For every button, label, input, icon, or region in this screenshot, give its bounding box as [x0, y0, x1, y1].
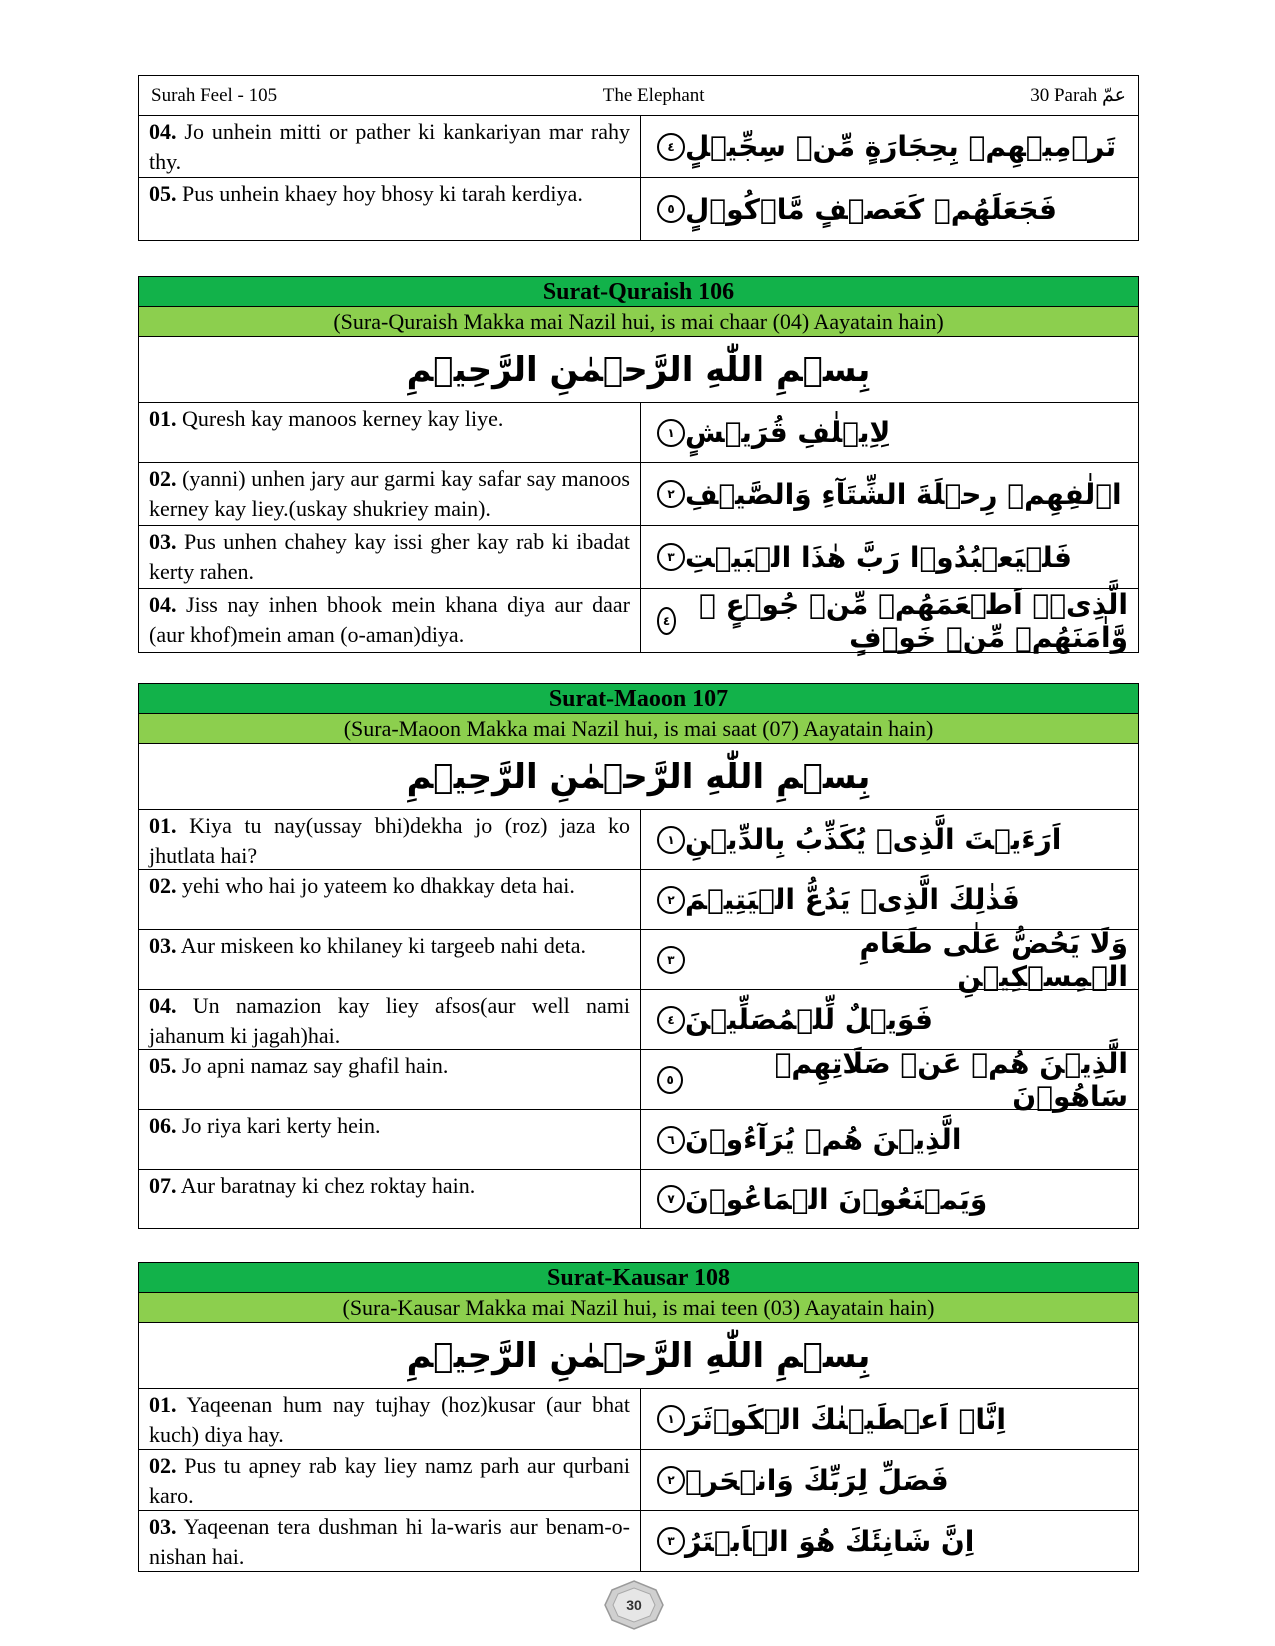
verse-translation: 02. Pus tu apney rab kay liey namz parh aur qurbani karo. [139, 1450, 641, 1510]
verse-row [139, 1511, 1138, 1571]
ayah-end-marker: ١ [657, 826, 685, 854]
verse-translation: 04. Jo unhein mitti or pather ki kankariyan mar rahy thy. [139, 116, 641, 177]
verse-row [139, 1389, 1138, 1450]
verse-row [139, 178, 1138, 240]
verse-arabic: الَّذِيۡنَ هُمۡ يُرَآءُوۡنَ ٦ [641, 1110, 1138, 1169]
ayah-end-marker: ٣ [657, 1527, 685, 1555]
verse-arabic: لِاِيۡلٰفِ قُرَيۡشٍ ١ [641, 403, 1138, 462]
bismillah: بِسۡمِ اللّٰهِ الرَّحۡمٰنِ الرَّحِيۡمِ [139, 744, 1138, 810]
verse-row [139, 870, 1138, 930]
ayah-end-marker: ٤ [657, 607, 676, 635]
verse-translation: 01. Kiya tu nay(ussay bhi)dekha jo (roz) jaza ko jhutlata hai? [139, 810, 641, 869]
verse-arabic: وَلَا يَحُضُّ عَلٰى طَعَامِ الۡمِسۡكِيۡنِ ٣ [641, 930, 1138, 989]
verse-translation: 02. yehi who hai jo yateem ko dhakkay deta hai. [139, 870, 641, 929]
surah-feel-table [138, 75, 1139, 241]
verse-arabic: اٖلٰفِهِمۡ رِحۡلَةَ الشِّتَآءِ وَالصَّيۡفِ ٢ [641, 463, 1138, 525]
verse-translation: 03. Pus unhen chahey kay issi gher kay rab ki ibadat kerty rahen. [139, 526, 641, 588]
surah-title: Surat-Quraish 106 [139, 277, 1138, 307]
header-surah: Surah Feel - 105 [151, 84, 278, 106]
verse-row [139, 926, 1138, 993]
ayah-end-marker: ٣ [657, 543, 685, 571]
verse-arabic: تَرۡمِيۡهِمۡ بِحِجَارَةٍ مِّنۡ سِجِّيۡلٍ ٤ [641, 116, 1138, 177]
verse-arabic: اَرَءَيۡتَ الَّذِىۡ يُكَذِّبُ بِالدِّيۡنِ ١ [641, 810, 1138, 869]
verse-translation: 07. Aur baratnay ki chez roktay hain. [139, 1170, 641, 1228]
verse-arabic: الَّذِىۡۤ اَطۡعَمَهُمۡ مِّنۡ جُوۡعٍ ۙ وَّاٰمَنَهُمۡ مِّنۡ خَوۡفٍ ٤ [641, 589, 1138, 652]
verse-translation: 03. Yaqeenan tera dushman hi la-waris aur benam-o-nishan hai. [139, 1511, 641, 1571]
verse-arabic: اِنَّاۤ اَعۡطَيۡنٰكَ الۡكَوۡثَرَ ١ [641, 1389, 1138, 1449]
verse-row [139, 1170, 1138, 1228]
verse-row [139, 116, 1138, 178]
page-number: 30 [626, 1597, 642, 1613]
verse-translation: 05. Pus unhein khaey hoy bhosy ki tarah kerdiya. [139, 178, 641, 240]
verse-row [139, 403, 1138, 463]
verse-arabic: فَوَيۡلٌ لِّلۡمُصَلِّيۡنَ ٤ [641, 990, 1138, 1049]
verse-translation: 01. Quresh kay manoos kerney kay liye. [139, 403, 641, 462]
ayah-end-marker: ٥ [657, 1066, 683, 1094]
verse-arabic: اِنَّ شَانِئَكَ هُوَ الۡاَبۡتَرُ ٣ [641, 1511, 1138, 1571]
verse-row [139, 990, 1138, 1050]
verse-row [139, 1110, 1138, 1170]
verse-translation: 04. Un namazion kay liey afsos(aur well nami jahanum ki jagah)hai. [139, 990, 641, 1049]
header-parah: 30 Parah عمّ [1030, 85, 1126, 106]
surah-title: Surat-Kausar 108 [139, 1263, 1138, 1293]
surah-kausar-table [138, 1262, 1139, 1572]
ayah-end-marker: ١ [657, 1405, 685, 1433]
verse-arabic: فَذٰلِكَ الَّذِىۡ يَدُعُّ الۡيَتِيۡمَ ٢ [641, 870, 1138, 929]
verse-translation: 06. Jo riya kari kerty hein. [139, 1110, 641, 1169]
surah-quraish-table [138, 276, 1139, 653]
ayah-end-marker: ٢ [657, 886, 685, 914]
ayah-end-marker: ٢ [657, 480, 685, 508]
verse-translation: 05. Jo apni namaz say ghafil hain. [139, 1050, 641, 1109]
ayah-end-marker: ٢ [657, 1466, 685, 1494]
verse-arabic: الَّذِيۡنَ هُمۡ عَنۡ صَلَاتِهِمۡ سَاهُوۡنَ ٥ [641, 1050, 1138, 1109]
ayah-end-marker: ١ [657, 419, 685, 447]
ayah-end-marker: ٤ [657, 1006, 685, 1034]
verse-translation: 04. Jiss nay inhen bhook mein khana diya aur daar (aur khof)mein aman (o-aman)diya. [139, 589, 641, 652]
surah-subtitle: (Sura-Quraish Makka mai Nazil hui, is mai chaar (04) Aayatain hain) [139, 307, 1138, 337]
verse-arabic: فَلۡيَعۡبُدُوۡا رَبَّ هٰذَا الۡبَيۡتِ ٣ [641, 526, 1138, 588]
surah-subtitle: (Sura-Maoon Makka mai Nazil hui, is mai saat (07) Aayatain hain) [139, 714, 1138, 744]
surah-maoon-table [138, 683, 1139, 1229]
ayah-end-marker: ٥ [657, 195, 685, 223]
ayah-end-marker: ٦ [657, 1126, 685, 1154]
page-number-badge [604, 1580, 664, 1630]
ayah-end-marker: ٣ [657, 946, 685, 974]
verse-translation: 01. Yaqeenan hum nay tujhay (hoz)kusar (aur bhat kuch) diya hay. [139, 1389, 641, 1449]
verse-row [139, 463, 1138, 526]
bismillah: بِسۡمِ اللّٰهِ الرَّحۡمٰنِ الرَّحِيۡمِ [139, 1323, 1138, 1389]
verse-translation: 03. Aur miskeen ko khilaney ki targeeb nahi deta. [139, 930, 641, 989]
page-header [139, 76, 1138, 116]
header-title: The Elephant [602, 84, 705, 106]
verse-arabic: فَجَعَلَهُمۡ كَعَصۡفٍ مَّاۡكُوۡلٍ ٥ [641, 178, 1138, 240]
verse-row [139, 1450, 1138, 1511]
surah-title: Surat-Maoon 107 [139, 684, 1138, 714]
verse-row [139, 1046, 1138, 1113]
verse-arabic: وَيَمۡنَعُوۡنَ الۡمَاعُوۡنَ ٧ [641, 1170, 1138, 1228]
ayah-end-marker: ٤ [657, 133, 685, 161]
ayah-end-marker: ٧ [657, 1185, 685, 1213]
verse-row [139, 589, 1138, 652]
verse-row [139, 810, 1138, 870]
verse-translation: 02. (yanni) unhen jary aur garmi kay safar say manoos kerney kay liey.(uskay shukriey main). [139, 463, 641, 525]
verse-arabic: فَصَلِّ لِرَبِّكَ وَانۡحَرۡ ٢ [641, 1450, 1138, 1510]
bismillah: بِسۡمِ اللّٰهِ الرَّحۡمٰنِ الرَّحِيۡمِ [139, 337, 1138, 403]
verse-row [139, 526, 1138, 589]
surah-subtitle: (Sura-Kausar Makka mai Nazil hui, is mai teen (03) Aayatain hain) [139, 1293, 1138, 1323]
